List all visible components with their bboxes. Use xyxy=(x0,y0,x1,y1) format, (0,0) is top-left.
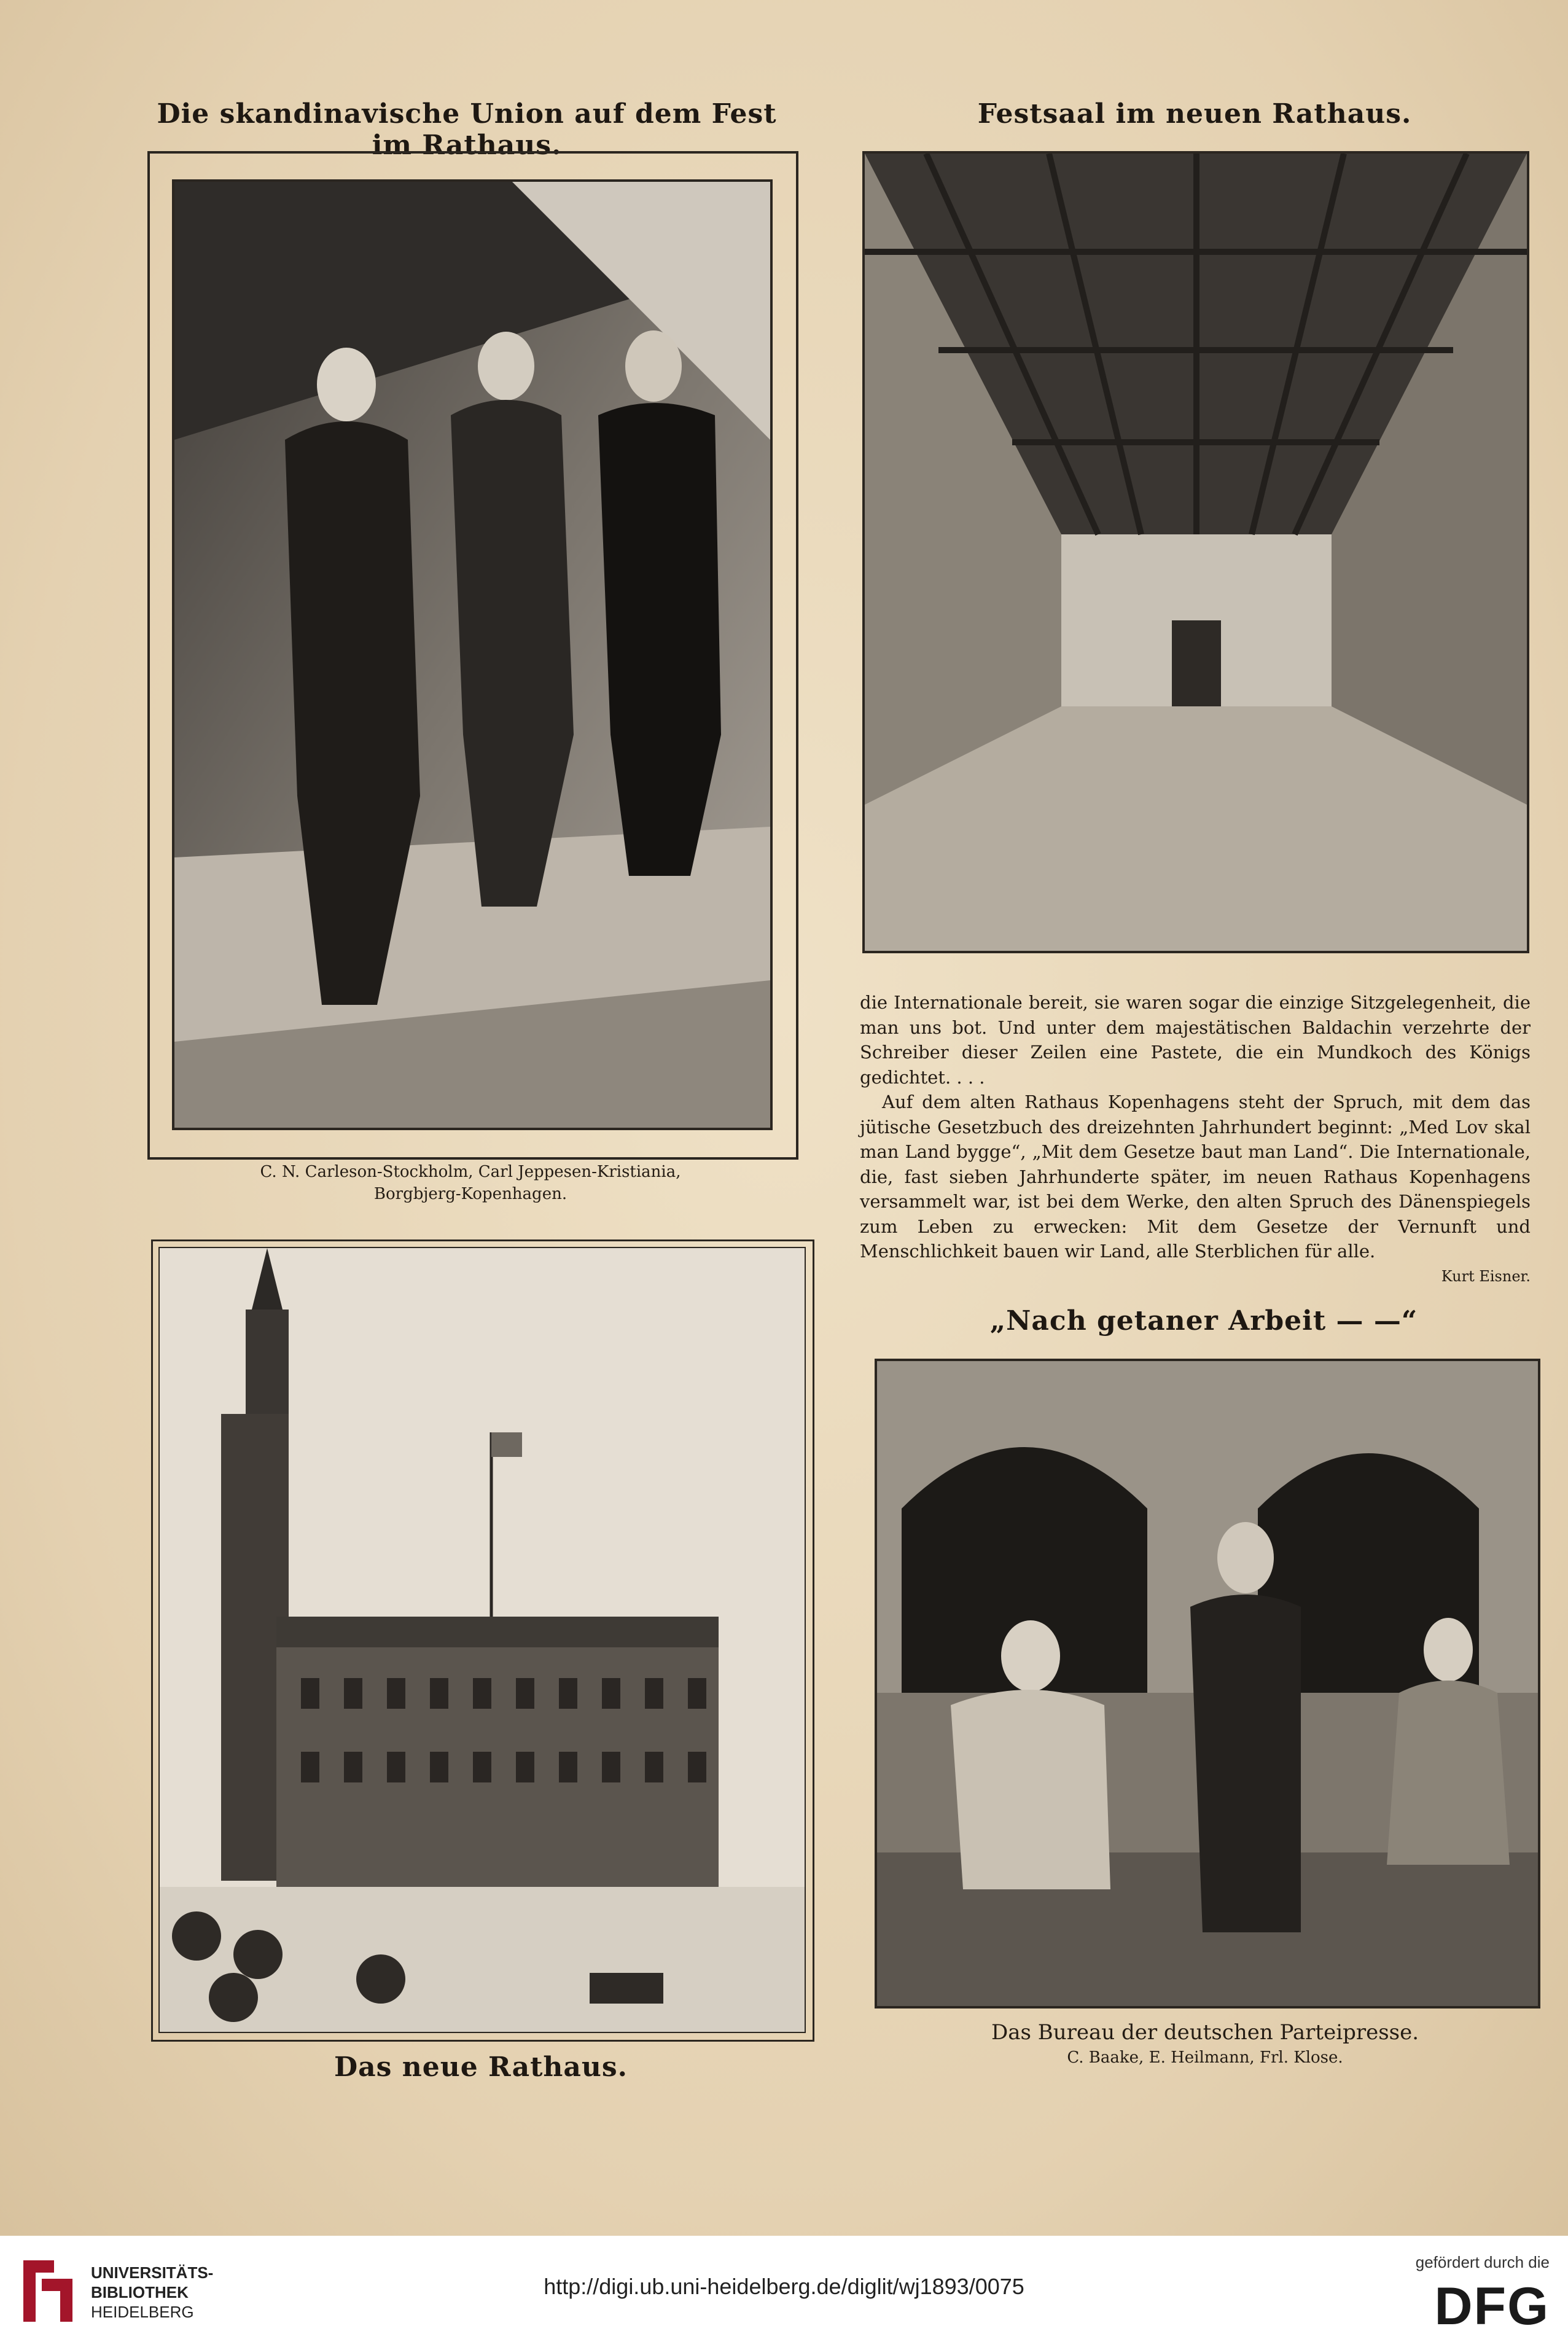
photo3-caption: Das neue Rathaus. xyxy=(333,2051,628,2083)
photo1-caption xyxy=(147,1161,794,1205)
article-author: Kurt Eisner. xyxy=(1441,1267,1531,1285)
library-name-line2: BIBLIOTHEK xyxy=(91,2283,189,2301)
photo4-caption-line1: Das Bureau der deutschen Parteipresse. xyxy=(991,2020,1419,2045)
funded-by-label: gefördert durch die xyxy=(1415,2253,1550,2271)
city-hall-illustration xyxy=(160,1248,805,2032)
bureau-scene-illustration xyxy=(877,1361,1538,2006)
heading-festsaal: Festsaal im neuen Rathaus. xyxy=(977,98,1412,130)
article-text xyxy=(860,990,1531,1289)
photo1-caption-line2: Borgbjerg-Kopenhagen. xyxy=(373,1185,568,1203)
photo1-caption-line1: C. N. Carleson-Stockholm, Carl Jeppesen-Kristiania, xyxy=(260,1163,681,1181)
photo-festsaal-hall xyxy=(862,151,1529,953)
staircase-scene-illustration xyxy=(174,182,770,1128)
article-paragraph-2: Auf dem alten Rathaus Kopenhagens steht der Spruch, mit dem das jütische Gesetzbuch des dreizehnten Jahrhundert beginnt: „Med Lov skal man Land bygge“, „Mit dem Gesetze baut man Land“. Die Internationale, die, fast sieben Jahrhunderte später, im neuen Rathaus Kopenhagens versammelt war, ist bei dem Werke, den alten Spruch des Dänenspiegels zum Leben zu erwecken: Mit dem Gesetze der Vernunft und Menschlichkeit bauen wir Land, alle Sterblichen für alle. xyxy=(860,1091,1531,1262)
photo4-caption xyxy=(875,2018,1535,2069)
article-paragraph-1: die Internationale bereit, sie waren sogar die einzige Sitzgelegenheit, die man uns bot. Und unter dem majestätischen Baldachin verzehrte der Schreiber dieser Zeilen eine Pastete, die ein Mundkoch des Königs gedichtet. . . . xyxy=(860,992,1531,1088)
source-url-link[interactable]: http://digi.ub.uni-heidelberg.de/diglit/wj1893/0075 xyxy=(544,2274,1024,2299)
photo4-caption-line2: C. Baake, E. Heilmann, Frl. Klose. xyxy=(1067,2048,1343,2067)
hall-scene-illustration xyxy=(865,154,1527,951)
dfg-logo: DFG xyxy=(1434,2277,1550,2336)
photo-three-men-staircase xyxy=(172,179,773,1130)
digitization-footer xyxy=(0,2236,1568,2350)
library-name-line3: HEIDELBERG xyxy=(91,2303,194,2321)
heading-nach-getaner-arbeit: „Nach getaner Arbeit — —“ xyxy=(989,1305,1418,1337)
photo-party-press-bureau xyxy=(875,1359,1540,2008)
heading-scandinavian-union: Die skandinavische Union auf dem Fest im Rathaus. xyxy=(157,98,777,161)
photo-new-city-hall xyxy=(158,1247,806,2033)
library-name-line1: UNIVERSITÄTS- xyxy=(91,2263,214,2282)
